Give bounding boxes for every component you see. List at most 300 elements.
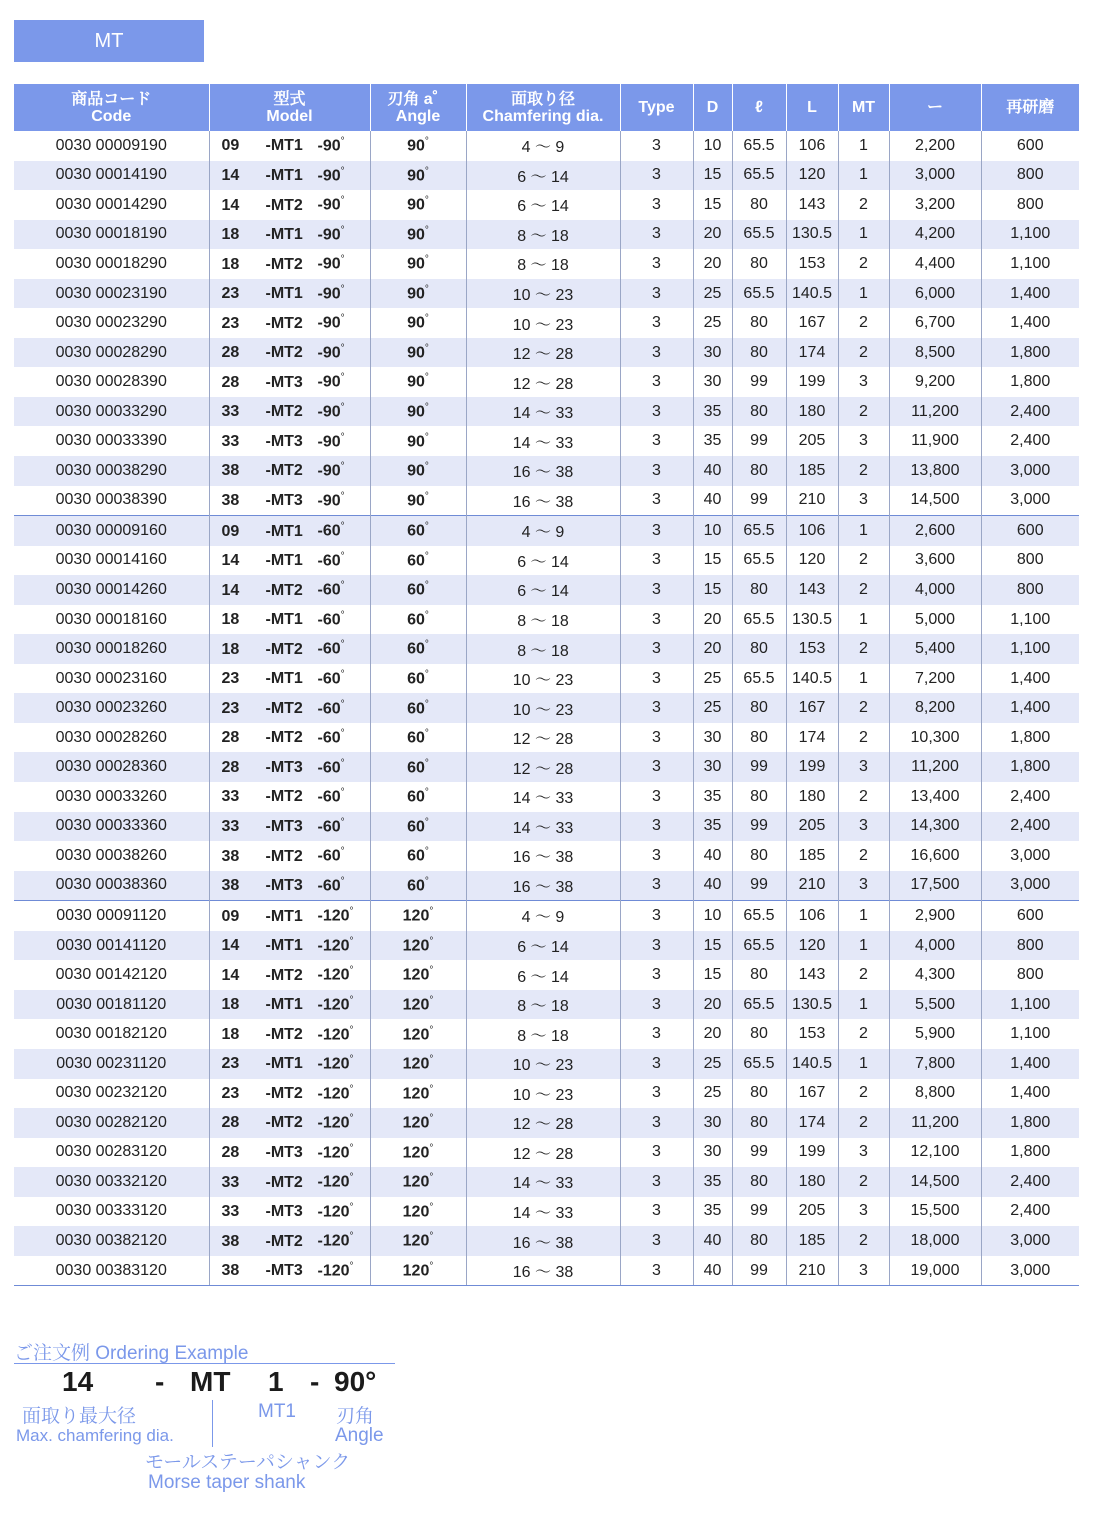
table-cell: 800 (981, 960, 1079, 990)
degree-mark: ° (424, 668, 429, 680)
table-cell: 3 (620, 871, 693, 901)
model-mt: -MT1 (265, 285, 303, 303)
table-cell: 6 ～ 14 (466, 960, 620, 990)
table-cell: 80 (732, 841, 786, 871)
table-row (14, 367, 1079, 397)
table-row (14, 723, 1079, 753)
table-cell: 3 (620, 1108, 693, 1138)
table-cell (209, 397, 370, 427)
table-cell: 3 (620, 456, 693, 486)
column-header: L (786, 84, 838, 131)
table-cell (209, 575, 370, 605)
table-cell: 4 ～ 9 (466, 901, 620, 931)
table-cell: 5,900 (889, 1019, 981, 1049)
table-row (14, 1019, 1079, 1049)
model-angle: -60 (317, 640, 341, 658)
angle-value: 60 (407, 877, 425, 895)
table-cell: 35 (693, 1167, 732, 1197)
table-cell: 0030 00038360 (14, 871, 209, 901)
degree-mark: ° (349, 994, 354, 1006)
degree-mark: ° (424, 372, 429, 384)
example-mt-number: 1 (268, 1366, 284, 1397)
degree-mark: ° (349, 1142, 354, 1154)
table-cell: 1,800 (981, 1138, 1079, 1168)
degree-mark: ° (429, 994, 434, 1006)
table-cell: 65.5 (732, 901, 786, 931)
table-cell: 30 (693, 723, 732, 753)
degree-mark: ° (429, 965, 434, 977)
table-cell: 15 (693, 960, 732, 990)
model-angle: -120 (317, 1084, 350, 1102)
angle-value: 90 (407, 285, 425, 303)
table-cell: 2,600 (889, 516, 981, 546)
angle-value: 120 (402, 966, 430, 984)
table-cell: 35 (693, 426, 732, 456)
example-dash: - (310, 1366, 320, 1397)
table-cell: 0030 00232120 (55, 1084, 167, 1102)
table-cell: 65.5 (732, 931, 786, 961)
model-mt: -MT2 (265, 788, 303, 806)
degree-mark: ° (424, 580, 429, 592)
table-cell: 0030 00091120 (14, 901, 209, 931)
table-cell: 65.5 (732, 279, 786, 309)
table-cell: 0030 00038260 (55, 846, 167, 864)
degree-mark: ° (340, 580, 345, 592)
table-cell: 80 (732, 634, 786, 664)
table-cell: 8 ～ 18 (466, 634, 620, 664)
degree-mark: ° (340, 224, 345, 236)
degree-mark: ° (349, 1054, 354, 1066)
table-cell: 600 (981, 516, 1079, 546)
degree-mark: ° (349, 1231, 354, 1243)
table-cell: 3 (620, 960, 693, 990)
model-mt: -MT2 (265, 196, 303, 214)
degree-mark: ° (429, 1083, 434, 1095)
table-cell: 20 (693, 990, 732, 1020)
table-cell (209, 220, 370, 250)
degree-mark: ° (429, 1142, 434, 1154)
table-cell: 3 (620, 1256, 693, 1286)
table-cell (209, 782, 370, 812)
table-cell: 65.5 (732, 546, 786, 576)
table-cell: 2 (838, 456, 889, 486)
table-cell: 20 (693, 605, 732, 635)
model-mt: -MT2 (265, 403, 303, 421)
table-cell: 11,200 (889, 397, 981, 427)
table-cell: 2 (838, 693, 889, 723)
degree-mark: ° (429, 1024, 434, 1036)
degree-mark: ° (424, 609, 429, 621)
table-cell (370, 1226, 466, 1256)
table-cell: 130.5 (786, 220, 838, 250)
angle-value: 120 (402, 1232, 430, 1250)
table-cell: 11,200 (889, 1108, 981, 1138)
label-max-dia-jp: 面取り最大径 (22, 1406, 137, 1427)
table-cell: 1,800 (981, 367, 1079, 397)
table-cell: 8 ～ 18 (466, 220, 620, 250)
table-row (14, 901, 1079, 931)
degree-mark: ° (424, 816, 429, 828)
table-cell: 15 (693, 190, 732, 220)
table-cell: 1 (838, 664, 889, 694)
model-size: 09 (221, 907, 240, 925)
table-cell (209, 990, 370, 1020)
table-cell: 1 (838, 161, 889, 191)
degree-mark: ° (340, 639, 345, 651)
table-row (14, 575, 1079, 605)
degree-mark: ° (349, 1113, 354, 1125)
model-mt: -MT2 (265, 1084, 303, 1102)
table-cell: 10 (693, 131, 732, 161)
table-cell: 14,500 (889, 1167, 981, 1197)
table-body (14, 131, 1079, 1286)
model-mt: -MT1 (265, 166, 303, 184)
table-cell: 0030 00018260 (14, 634, 209, 664)
table-cell (209, 693, 370, 723)
table-cell (209, 1167, 370, 1197)
table-cell: 15 (693, 575, 732, 605)
table-cell: 25 (693, 279, 732, 309)
table-cell (370, 752, 466, 782)
model-mt: -MT3 (265, 758, 303, 776)
model-angle: -90 (317, 492, 341, 509)
table-cell: 0030 00181120 (14, 990, 209, 1020)
table-cell: 3,000 (981, 871, 1079, 901)
angle-value: 60 (407, 788, 425, 806)
table-cell: 3,000 (981, 841, 1079, 871)
table-row (14, 516, 1079, 546)
table-row (14, 664, 1079, 694)
table-cell: 65.5 (732, 516, 786, 546)
degree-mark: ° (429, 1260, 434, 1272)
model-size: 28 (221, 373, 240, 391)
table-cell: 0030 00182120 (55, 1025, 167, 1043)
table-cell (209, 1256, 370, 1286)
model-angle: -90 (317, 373, 341, 391)
table-cell: 1 (838, 1049, 889, 1079)
table-cell (370, 1019, 466, 1049)
angle-value: 60 (407, 640, 425, 658)
degree-mark: ° (349, 1083, 354, 1095)
table-cell: 80 (732, 1108, 786, 1138)
model-angle: -90 (317, 166, 341, 184)
table-cell: 10 ～ 23 (466, 279, 620, 309)
model-mt: -MT1 (265, 611, 303, 629)
angle-value: 60 (407, 699, 425, 717)
angle-value: 90 (407, 403, 425, 421)
angle-value: 60 (407, 729, 425, 747)
table-row (14, 931, 1079, 961)
table-cell: 2 (838, 308, 889, 338)
angle-value: 90 (407, 255, 425, 273)
table-cell: 25 (693, 308, 732, 338)
model-mt: -MT3 (265, 373, 303, 391)
angle-value: 120 (402, 937, 430, 955)
table-cell (370, 693, 466, 723)
degree-mark: ° (424, 728, 429, 740)
table-cell: 40 (693, 486, 732, 516)
table-cell (370, 338, 466, 368)
table-cell: 65.5 (732, 664, 786, 694)
degree-mark: ° (340, 816, 345, 828)
table-cell: 65.5 (732, 220, 786, 250)
degree-mark: ° (424, 283, 429, 295)
table-cell: 0030 00028390 (55, 373, 167, 391)
table-cell: 6 ～ 14 (466, 190, 620, 220)
table-cell: 6,700 (889, 308, 981, 338)
table-cell: 0030 00014290 (55, 195, 167, 213)
table-cell: 80 (732, 575, 786, 605)
table-cell: 0030 00023290 (55, 314, 167, 332)
table-cell (370, 960, 466, 990)
table-cell: 14 ～ 33 (466, 812, 620, 842)
model-angle: -120 (317, 1203, 350, 1221)
model-mt: -MT3 (265, 492, 303, 509)
table-cell: 65.5 (732, 1049, 786, 1079)
degree-mark: ° (429, 906, 434, 918)
table-cell: 3 (620, 575, 693, 605)
table-cell: 3 (620, 723, 693, 753)
model-size: 38 (221, 1232, 240, 1250)
table-cell: 80 (732, 723, 786, 753)
table-cell: 3 (620, 990, 693, 1020)
model-mt: -MT2 (265, 581, 303, 599)
degree-mark: ° (424, 757, 429, 769)
model-angle: -60 (317, 729, 341, 747)
label-angle-en: Angle (335, 1425, 384, 1446)
table-cell: 0030 00033260 (55, 787, 167, 805)
degree-mark: ° (424, 461, 429, 473)
model-angle: -90 (317, 432, 341, 450)
table-cell: 4,300 (889, 960, 981, 990)
table-cell: 99 (732, 871, 786, 901)
table-cell: 99 (732, 1197, 786, 1227)
model-size: 18 (221, 1025, 240, 1043)
table-cell: 30 (693, 1108, 732, 1138)
table-cell: 4 ～ 9 (466, 516, 620, 546)
table-row (14, 220, 1079, 250)
model-size: 14 (221, 166, 240, 184)
table-cell: 106 (786, 516, 838, 546)
model-size: 38 (221, 877, 240, 895)
table-cell: 6 ～ 14 (466, 546, 620, 576)
table-cell: 3 (620, 546, 693, 576)
table-cell: 185 (786, 1226, 838, 1256)
table-cell (370, 575, 466, 605)
table-cell: 16 ～ 38 (466, 841, 620, 871)
table-cell: 99 (732, 426, 786, 456)
column-header: D (693, 84, 732, 131)
angle-value: 120 (402, 1173, 430, 1191)
table-cell (209, 456, 370, 486)
degree-mark: ° (424, 254, 429, 266)
angle-value: 60 (407, 552, 425, 570)
table-cell: 3,000 (981, 1226, 1079, 1256)
model-angle: -90 (317, 137, 341, 155)
label-max-dia-en: Max. chamfering dia. (16, 1426, 174, 1445)
table-cell: 25 (693, 693, 732, 723)
table-cell: 14 ～ 33 (466, 1197, 620, 1227)
table-cell: 80 (732, 249, 786, 279)
model-angle: -90 (317, 403, 341, 421)
table-cell: 0030 00009190 (55, 136, 167, 154)
degree-mark: ° (340, 313, 345, 325)
table-cell: 2,400 (981, 1167, 1079, 1197)
table-cell: 16 ～ 38 (466, 871, 620, 901)
table-cell: 2 (838, 723, 889, 753)
model-angle: -120 (317, 1262, 350, 1280)
table-cell: 0030 00028290 (14, 338, 209, 368)
table-row (14, 1079, 1079, 1109)
degree-mark: ° (340, 431, 345, 443)
table-cell (370, 397, 466, 427)
table-cell: 99 (732, 752, 786, 782)
table-cell (209, 812, 370, 842)
model-angle: -60 (317, 818, 341, 836)
table-cell: 153 (786, 1019, 838, 1049)
leader-line (212, 1400, 213, 1447)
model-mt: -MT1 (265, 937, 303, 955)
table-cell: 180 (786, 1167, 838, 1197)
table-cell: 8 ～ 18 (466, 249, 620, 279)
table-cell: 2,400 (981, 426, 1079, 456)
degree-mark: ° (340, 875, 345, 887)
table-row (14, 190, 1079, 220)
table-cell: 205 (786, 812, 838, 842)
model-angle: -120 (317, 1173, 350, 1191)
model-mt: -MT3 (265, 1203, 303, 1221)
model-size: 33 (221, 818, 240, 836)
degree-mark: ° (340, 550, 345, 562)
model-angle: -60 (317, 877, 341, 895)
table-cell: 800 (981, 190, 1079, 220)
model-size: 33 (221, 1173, 240, 1191)
model-size: 09 (221, 522, 240, 540)
table-cell: 12 ～ 28 (466, 752, 620, 782)
angle-value: 90 (407, 314, 425, 332)
table-cell: 3 (620, 1197, 693, 1227)
degree-mark: ° (424, 521, 429, 533)
table-cell: 0030 00383120 (14, 1256, 209, 1286)
spec-table (14, 84, 1079, 1286)
model-size: 33 (221, 1203, 240, 1221)
angle-value: 120 (402, 996, 430, 1014)
degree-mark: ° (429, 1113, 434, 1125)
table-row (14, 605, 1079, 635)
column-header: 型式 Model (209, 84, 370, 131)
table-cell: 2,400 (981, 812, 1079, 842)
table-cell: 2 (838, 338, 889, 368)
model-size: 18 (221, 255, 240, 273)
model-angle: -120 (317, 937, 350, 955)
table-row (14, 693, 1079, 723)
model-size: 23 (221, 1055, 240, 1073)
model-mt: -MT2 (265, 1025, 303, 1043)
table-row (14, 1049, 1079, 1079)
table-cell: 600 (981, 131, 1079, 161)
angle-value: 90 (407, 373, 425, 391)
table-cell (370, 634, 466, 664)
angle-value: 120 (402, 1055, 430, 1073)
table-cell: 3 (620, 1019, 693, 1049)
table-cell (370, 664, 466, 694)
model-angle: -90 (317, 314, 341, 332)
table-cell: 0030 00014160 (55, 551, 167, 569)
table-cell (370, 1256, 466, 1286)
degree-mark: ° (424, 846, 429, 858)
table-row (14, 752, 1079, 782)
degree-mark: ° (340, 165, 345, 177)
table-cell (209, 605, 370, 635)
table-cell: 40 (693, 456, 732, 486)
table-cell: 205 (786, 426, 838, 456)
model-angle: -90 (317, 285, 341, 303)
degree-mark: ° (340, 136, 345, 148)
table-row (14, 308, 1079, 338)
table-cell: 1,100 (981, 634, 1079, 664)
model-mt: -MT1 (265, 226, 303, 244)
degree-mark: ° (340, 521, 345, 533)
table-cell: 3 (838, 367, 889, 397)
table-cell: 130.5 (786, 990, 838, 1020)
table-cell: 0030 00033290 (14, 397, 209, 427)
ordering-title: ご注文例 Ordering Example (14, 1343, 249, 1364)
table-row (14, 279, 1079, 309)
table-cell: 3,000 (889, 161, 981, 191)
table-cell: 14,300 (889, 812, 981, 842)
table-cell (209, 931, 370, 961)
table-cell: 4,200 (889, 220, 981, 250)
model-mt: -MT2 (265, 847, 303, 865)
model-mt: -MT2 (265, 729, 303, 747)
table-cell: 6,000 (889, 279, 981, 309)
table-cell: 10,300 (889, 723, 981, 753)
table-cell: 140.5 (786, 664, 838, 694)
table-cell: 3 (620, 308, 693, 338)
table-cell: 30 (693, 752, 732, 782)
model-size: 14 (221, 196, 240, 214)
table-cell: 3 (620, 161, 693, 191)
model-angle: -60 (317, 847, 341, 865)
table-cell: 2,400 (981, 397, 1079, 427)
table-cell: 0030 00283120 (55, 1143, 167, 1161)
table-cell: 12 ～ 28 (466, 723, 620, 753)
table-cell: 800 (981, 931, 1079, 961)
table-cell: 15,500 (889, 1197, 981, 1227)
table-cell (209, 486, 370, 516)
angle-value: 60 (407, 581, 425, 599)
model-size: 14 (221, 966, 240, 984)
model-angle: -120 (317, 1055, 350, 1073)
table-cell: 185 (786, 841, 838, 871)
degree-mark: ° (424, 431, 429, 443)
table-row (14, 131, 1079, 161)
model-mt: -MT1 (265, 996, 303, 1014)
angle-value: 90 (407, 196, 425, 214)
table-cell: 30 (693, 338, 732, 368)
table-cell: 0030 00009160 (14, 516, 209, 546)
table-cell: 1,400 (981, 664, 1079, 694)
table-cell: 18,000 (889, 1226, 981, 1256)
table-cell: 120 (786, 546, 838, 576)
model-angle: -60 (317, 522, 341, 540)
table-cell: 3,000 (981, 486, 1079, 516)
table-cell: 8,200 (889, 693, 981, 723)
model-mt: -MT1 (265, 907, 303, 925)
table-cell: 7,800 (889, 1049, 981, 1079)
table-cell: 3 (620, 693, 693, 723)
table-cell (370, 190, 466, 220)
